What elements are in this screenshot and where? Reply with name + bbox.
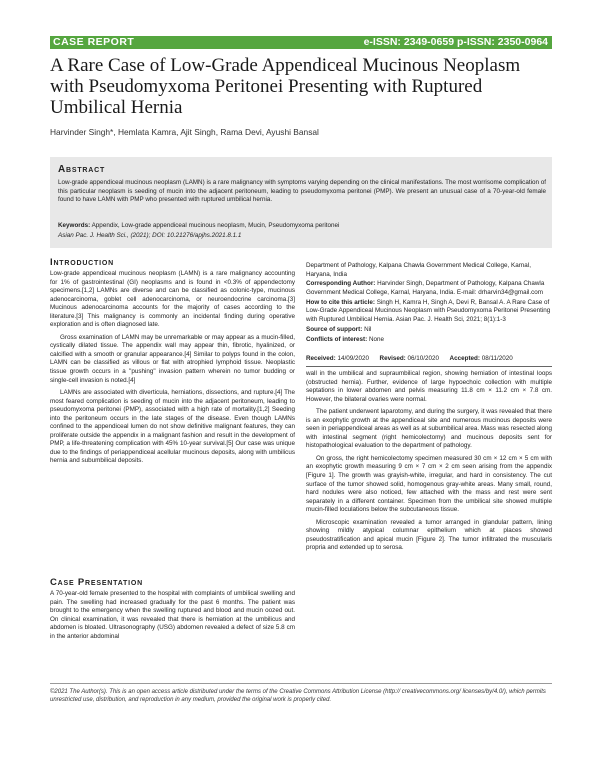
- introduction-body: [50, 270, 295, 466]
- affiliation-box: [306, 262, 552, 345]
- accepted-date: 08/11/2020: [481, 355, 513, 362]
- received-date: 14/09/2020: [337, 355, 370, 362]
- department: Department of Pathology, Kalpana Chawla Government Medical College, Karnal, Haryana, India: [306, 262, 531, 278]
- article-title: A Rare Case of Low-Grade Appendiceal Mucinous Neoplasm with Pseudomyxoma Peritonei Presenting with Ruptured Umbilical Hernia: [50, 55, 521, 118]
- author-list: Harvinder Singh*, Hemlata Kamra, Ajit Singh, Rama Devi, Ayushi Bansal: [50, 127, 319, 137]
- case-paragraph-1: A 70-year-old female presented to the hospital with complaints of umbilical swelling and pain. The swelling had increased gradually for the past 6 months. The patient was brought to the emergency when the swelling ruptured and blood and mucin oozed out. On clinical examination, it was revealed that there is herniation at the umbilicus and abdomen is bloated. Ultrasonography (USG) abdomen revealed a defect of size 5.8 cm in the anterior abdominal: [50, 590, 295, 640]
- received-label: Received:: [306, 355, 336, 362]
- right-paragraph-4: Microscopic examination revealed a tumor arranged in glandular pattern, lining showing mildly atypical columnar epithelium which at places showed pseudostratification and apical mucin [Figure 2]. The tumor infiltrated the muscularis propria and extended up to serosa.: [306, 518, 552, 552]
- abstract-box: [50, 157, 552, 248]
- keywords-text: Appendix, Low-grade appendiceal mucinous neoplasm, Mucin, Pseudomyxoma peritonei: [91, 222, 340, 229]
- corresponding-author: Corresponding Author: Harvinder Singh, Department of Pathology, Kalpana Chawla Government Medical College, Karnal, Haryana, India. E-mail: drharvin34@gmail.com: [306, 280, 545, 296]
- abstract-text: Low-grade appendiceal mucinous neoplasm (LAMN) is a rare malignancy with symptoms varying depending on the clinical manifestations. The most worrisome complication of this particular neoplasm is seeding of mucin into the adjacent peritoneum, leading to pseudomyxoma peritonei (PMP). We present an unusual case of a 70-year-old female found to have LAMN with PMP who presented with ruptured umbilical hernia.: [58, 179, 546, 204]
- accepted-label: Accepted:: [449, 355, 480, 362]
- article-type-label: CASE REPORT: [53, 36, 135, 48]
- license-text: ©2021 The Author(s). This is an open access article distributed under the terms of the Creative Commons Attribution License (http:// creativecommons.org/ licenses/by/4.0/), which permits unrestricted use, distribution, and reproduction in any medium, provided the original work is properly cited.: [50, 689, 546, 704]
- intro-paragraph-3: LAMNs are associated with diverticula, herniations, dissections, and rupture.[4] The most feared complication is seeding of mucin into the adjacent peritoneum, leading to pseudomyxoma peritonei (PMP), associated with a high rate of mortality.[1,2] Seeding into the peritoneum occurs in the late stages of the disease. Even though LAMNs confined to the appendiceal lumen do not show definitive malignant features, they can proliferate outside the appendix in a malignant fashion and result in the development of PMP, a life-threatening complication with 45% 10-year survival.[5] Our case was unique due to the findings of periappendiceal acellular mucinous deposits, along with umbilicus hernia and subumbilical deposits.: [50, 389, 295, 465]
- revised-label: Revised:: [379, 355, 406, 362]
- header-band: [50, 36, 552, 49]
- right-paragraph-1: wall in the umbilical and supraumbilical region, showing herniation of intestinal loops (obstructed hernia). Further, evidence of large hypoechoic collection with multiple septations in lower abdomen and pelvis measuring 11.8 cm × 11.2 cm × 7.8 cm. However, the bilateral ovaries were normal.: [306, 370, 552, 403]
- abstract-citation: Asian Pac. J. Health Sci., (2021); DOI: 10.21276/apjhs.2021.8.1.1: [58, 232, 242, 239]
- revised-date: 06/10/2020: [407, 355, 440, 362]
- intro-paragraph-2: Gross examination of LAMN may be unremarkable or may appear as a mucin-filled, cystically dilated tissue. The appendix wall may appear thin, fibrotic, hyalinized, or calcified with a smooth or granular appearance.[4] Similar to polyps found in the colon, LAMN can be classified as villous or flat with atrophied lymphoid tissue. Neoplastic tissue growth occurs in a "pushing" invasion pattern wherein no tumor budding or single-cell invasion is noted.[4]: [50, 333, 295, 384]
- article-dates: [306, 355, 552, 362]
- footer-divider: [50, 683, 552, 684]
- source-of-support: Source of support: Nil: [306, 325, 372, 333]
- case-presentation-body: [50, 590, 295, 641]
- right-column-body: [306, 370, 552, 553]
- keywords-label: Keywords:: [58, 222, 91, 229]
- intro-paragraph-1: Low-grade appendiceal mucinous neoplasm (LAMN) is a rare malignancy accounting for 1% of gastrointestinal (GI) neoplasms and is found in <0.3% of appendectomy specimens.[1,2] LAMNs are diverse and can be classified as colonic-type, mucinous adenocarcinoma, goblet cell adenocarcinoma, or neuroendocrine carcinoma.[3] Mucinous adenocarcinoma accounts for the majority of cases according to the literature.[3] This malignancy is commonly an incidental finding during operative exploration and is often diagnosed late.: [50, 270, 295, 329]
- right-paragraph-2: The patient underwent laparotomy, and during the surgery, it was revealed that there is an exophytic growth at the appendiceal site and numerous mucinous deposits were seen in periappendiceal areas as well as at subumbilical area. Mass was resected along with intestinal segment (right hemicolectomy) and mucinous deposits sent for histopathological evaluation to the department of pathology.: [306, 408, 552, 450]
- right-paragraph-3: On gross, the right hemicolectomy specimen measured 30 cm × 12 cm × 5 cm with an exophytic growth measuring 9 cm × 7 cm × 2 cm seen arising from the appendix [Figure 1]. The growth was grayish-white, irregular, and hard in consistency. The cut surface of the tumor showed solid, homogenous gray-white areas. Many small, round, hard nodules were also noticed, few attached with the mass and rest were sent separately in a different container. Specimen from the umbilical site showed multiple mucin-filled loculations below the subcutaneous tissue.: [306, 454, 552, 514]
- keywords: [58, 222, 546, 231]
- abstract-heading: Abstract: [58, 164, 106, 175]
- introduction-heading: Introduction: [50, 257, 114, 268]
- case-presentation-heading: Case Presentation: [50, 577, 143, 588]
- conflicts-of-interest: Conflicts of interest: None: [306, 335, 385, 343]
- divider: [306, 366, 552, 367]
- issn-label: e-ISSN: 2349-0659 p-ISSN: 2350-0964: [363, 36, 548, 48]
- how-to-cite: How to cite this article: Singh H, Kamra H, Singh A, Devi R, Bansal A. A Rare Case of Low-Grade Appendiceal Mucinous Neoplasm with Pseudomyxoma Peritonei Presenting with Ruptured Umbilical Hernia. Asian Pac. J. Health Sci, 2021; 8(1):1-3: [306, 298, 551, 323]
